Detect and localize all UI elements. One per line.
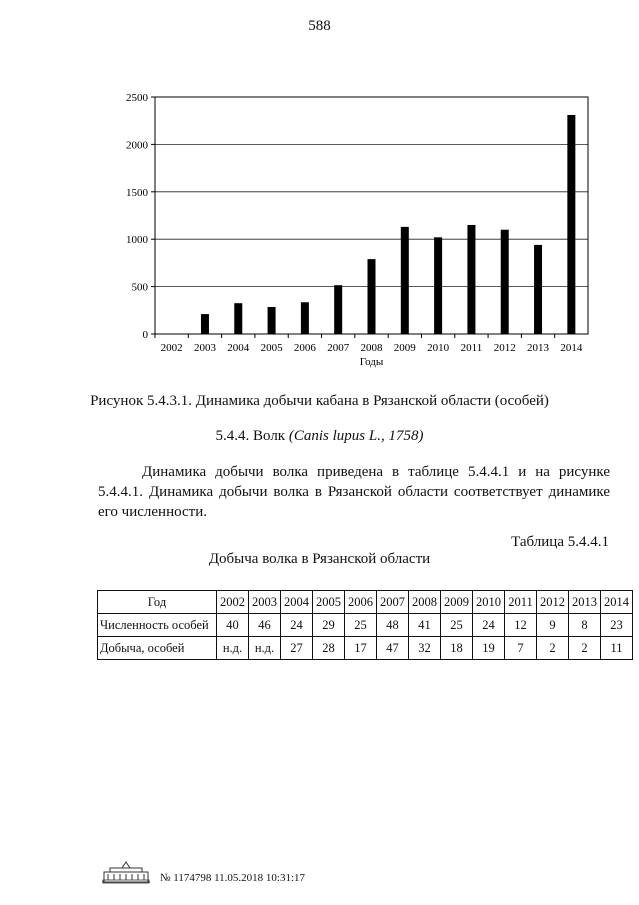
bar xyxy=(268,307,276,334)
section-heading xyxy=(0,428,639,445)
table-row xyxy=(98,614,633,637)
table-label: Таблица 5.4.4.1 xyxy=(511,534,609,550)
x-tick-label: 2002 xyxy=(160,342,183,354)
building-logo-icon xyxy=(100,858,152,884)
x-tick-label: 2011 xyxy=(460,342,483,354)
table-cell: 41 xyxy=(409,614,441,637)
x-tick-label: 2005 xyxy=(260,342,283,354)
wolf-harvest-table xyxy=(97,590,633,660)
row-label: Численность особей xyxy=(98,614,217,637)
section-latin-name: (Canis lupus L., 1758) xyxy=(288,428,424,444)
table-cell: 7 xyxy=(505,637,537,660)
table-cell: 28 xyxy=(313,637,345,660)
year-header-cell: 2005 xyxy=(313,591,345,614)
bar xyxy=(434,237,442,334)
bar xyxy=(368,259,376,334)
bar xyxy=(567,115,575,334)
body-paragraph: Динамика добычи волка приведена в таблице 5.4.4.1 и на рисунке 5.4.4.1. Динамика добычи волка в Рязанской области соответствует динамике его численности. xyxy=(98,464,610,520)
table-cell: 17 xyxy=(345,637,377,660)
figure-caption: Рисунок 5.4.3.1. Динамика добычи кабана в Рязанской области (особей) xyxy=(90,393,549,409)
x-tick-label: 2007 xyxy=(327,342,350,354)
x-tick-label: 2004 xyxy=(227,342,250,354)
year-header-cell: 2008 xyxy=(409,591,441,614)
table-cell: 40 xyxy=(217,614,249,637)
table-cell: 48 xyxy=(377,614,409,637)
bar xyxy=(501,230,509,334)
y-tick-label: 1000 xyxy=(126,234,148,247)
bar xyxy=(301,302,309,334)
table-cell: 19 xyxy=(473,637,505,660)
bar-chart xyxy=(100,85,600,375)
footer-stamp: № 1174798 11.05.2018 10:31:17 xyxy=(160,872,306,884)
year-header-cell: 2009 xyxy=(441,591,473,614)
table-cell: 24 xyxy=(473,614,505,637)
table-cell: 9 xyxy=(537,614,569,637)
year-header-cell: 2002 xyxy=(217,591,249,614)
section-title: 5.4.4. Волк xyxy=(215,428,289,444)
x-tick-label: 2012 xyxy=(493,342,516,354)
x-tick-label: 2013 xyxy=(527,342,550,354)
year-header-cell: 2013 xyxy=(569,591,601,614)
year-header-cell: 2012 xyxy=(537,591,569,614)
y-tick-label: 2500 xyxy=(126,92,148,104)
table-cell: 29 xyxy=(313,614,345,637)
table-cell: 47 xyxy=(377,637,409,660)
x-tick-label: 2003 xyxy=(193,342,216,354)
bar xyxy=(201,314,209,334)
y-tick-label: 500 xyxy=(131,281,148,294)
table-cell: 2 xyxy=(569,637,601,660)
x-tick-label: 2006 xyxy=(293,342,316,354)
year-header-cell: 2014 xyxy=(601,591,633,614)
bar xyxy=(334,285,342,334)
year-header-cell: 2006 xyxy=(345,591,377,614)
table-cell: 24 xyxy=(281,614,313,637)
table-cell: н.д. xyxy=(249,637,281,660)
table-title: Добыча волка в Рязанской области xyxy=(208,551,431,567)
table-cell: н.д. xyxy=(217,637,249,660)
bar xyxy=(534,245,542,334)
bar xyxy=(401,227,409,334)
bar xyxy=(234,303,242,334)
row-label: Добыча, особей xyxy=(98,637,217,660)
table-cell: 25 xyxy=(441,614,473,637)
x-tick-label: 2009 xyxy=(393,342,416,354)
table-cell: 18 xyxy=(441,637,473,660)
table-cell: 23 xyxy=(601,614,633,637)
bar xyxy=(467,225,475,334)
x-tick-label: 2014 xyxy=(560,342,583,354)
table-cell: 32 xyxy=(409,637,441,660)
table-cell: 12 xyxy=(505,614,537,637)
table-cell: 25 xyxy=(345,614,377,637)
year-header-cell: 2007 xyxy=(377,591,409,614)
x-tick-label: 2008 xyxy=(360,342,383,354)
table-header-row xyxy=(98,591,633,614)
page-number: 588 xyxy=(308,18,331,34)
year-header-cell: 2004 xyxy=(281,591,313,614)
y-tick-label: 1500 xyxy=(126,186,148,199)
table-cell: 8 xyxy=(569,614,601,637)
year-header-cell: 2010 xyxy=(473,591,505,614)
y-tick-label: 2000 xyxy=(126,139,148,152)
table-cell: 11 xyxy=(601,637,633,660)
x-axis-label: Годы xyxy=(359,356,384,368)
x-tick-label: 2010 xyxy=(427,342,450,354)
table-row xyxy=(98,637,633,660)
year-header-cell: 2011 xyxy=(505,591,537,614)
year-header-cell: 2003 xyxy=(249,591,281,614)
table-cell: 27 xyxy=(281,637,313,660)
footer xyxy=(100,858,305,884)
table-header-label: Год xyxy=(98,591,217,614)
table-cell: 46 xyxy=(249,614,281,637)
table-cell: 2 xyxy=(537,637,569,660)
y-tick-label: 0 xyxy=(142,329,148,341)
